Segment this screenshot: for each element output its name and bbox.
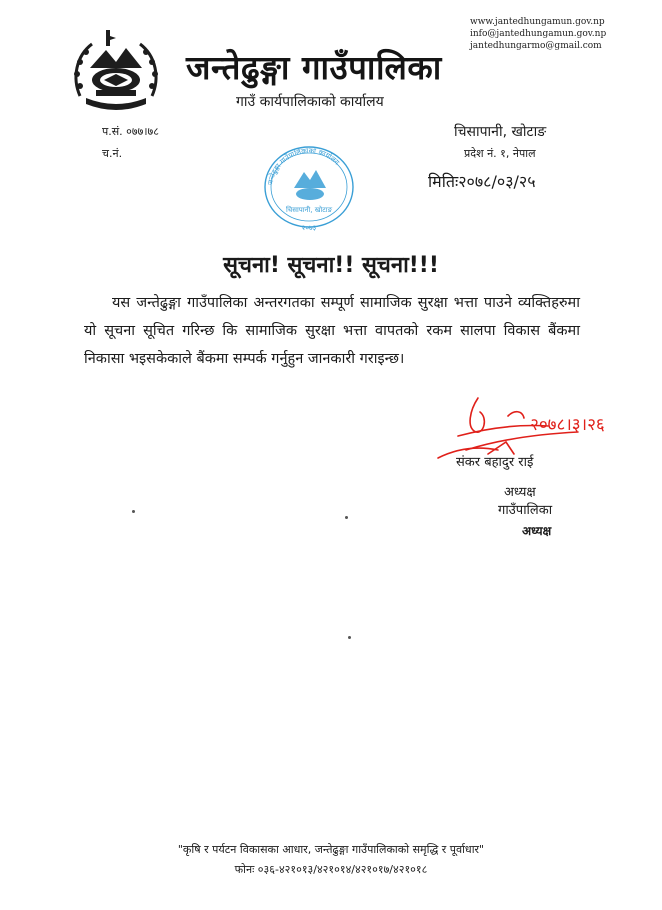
notice-heading: सूचना! सूचना!! सूचना!!! [223, 253, 439, 278]
footer-motto: "कृषि र पर्यटन विकासका आधार, जन्तेढुङ्गा गाउँपालिकाको समृद्धि र पूर्वाधार" [177, 843, 485, 856]
date: मितिः२०७८/०३/२५ [428, 172, 536, 191]
nepal-emblem-logo [66, 26, 166, 114]
org-name: जन्तेढुङ्गा गाउँपालिका [186, 48, 442, 87]
scan-speck [348, 636, 351, 639]
address-line-1: चिसापानी, खोटाङ [454, 124, 547, 140]
footer-phone: फोनः ०३६-४२१०१३/४२१०१४/४२१०१७/४२१०१८ [234, 863, 428, 876]
office-seal-stamp [258, 142, 360, 236]
seal-text-top: जन्तेढुङ्गा गाउँपालिकाको कार्यालय [266, 146, 341, 186]
email-link-secondary[interactable]: jantedhungarmo@gmail.com [470, 41, 602, 51]
scan-speck [345, 516, 348, 519]
contact-block [470, 16, 606, 52]
reference-number: प.सं. ०७७।७८ [102, 125, 159, 138]
email-link[interactable]: info@jantedhungamun.gov.np [470, 29, 607, 39]
website-link[interactable]: www.jantedhungamun.gov.np [470, 17, 605, 27]
seal-year: २०७३ [301, 224, 317, 232]
signatory-organization: गाउँपालिका [498, 503, 553, 518]
scan-speck [132, 510, 135, 513]
signature-date: २०७८।३।२६ [530, 415, 605, 435]
signatory-designation: अध्यक्ष [522, 524, 552, 538]
dispatch-number: च.नं. [102, 147, 123, 160]
seal-text-bottom: चिसापानी, खोटाङ [285, 206, 333, 214]
signatory-title: अध्यक्ष [504, 485, 536, 500]
office-name: गाउँ कार्यपालिकाको कार्यालय [236, 94, 384, 110]
address-line-2: प्रदेश नं. १, नेपाल [464, 147, 536, 160]
signatory-name: संकर बहादुर राई [456, 455, 534, 470]
notice-body: यस जन्तेढुङ्गा गाउँपालिका अन्तरगतका सम्पूर्ण सामाजिक सुरक्षा भत्ता पाउने व्यक्तिहरुमा यो सूचना सूचित गरिन्छ कि सामाजिक सुरक्षा भत्ता वापतको रकम सालपा विकास बैंकमा निकासा भइसकेकाले बैंकमा सम्पर्क गर्नुहुन जानकारी गराइन्छ। [84, 295, 580, 367]
